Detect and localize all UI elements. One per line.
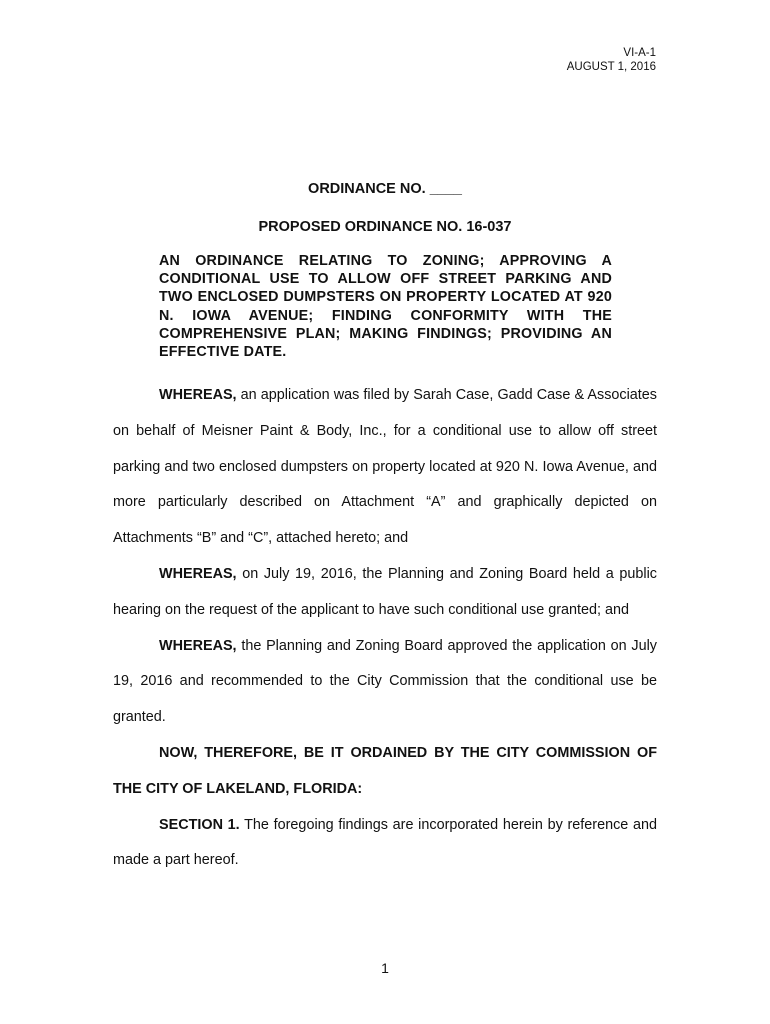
- whereas-paragraph-3: [113, 629, 657, 736]
- paragraph-lead: WHEREAS,: [159, 387, 237, 403]
- reference-date: AUGUST 1, 2016: [566, 61, 656, 73]
- paragraph-lead: SECTION 1.: [159, 816, 240, 833]
- document-reference: [567, 46, 656, 74]
- section-1-paragraph: [113, 808, 657, 880]
- paragraph-text: the Planning and Zoning Board approved the application on July 19, 2016 and recommended to the City Commission that the conditional use be granted.: [113, 637, 657, 726]
- paragraph-lead: NOW, THEREFORE, BE IT ORDAINED BY THE CITY COMMISSION OF THE CITY OF LAKELAND, FLORIDA:: [113, 744, 657, 797]
- ordaining-clause: [113, 736, 657, 808]
- paragraph-lead: WHEREAS,: [159, 637, 237, 654]
- paragraph-lead: WHEREAS,: [159, 565, 237, 582]
- reference-code: VI-A-1: [623, 47, 656, 59]
- paragraph-text: The foregoing findings are incorporated herein by reference and made a part hereof.: [113, 816, 658, 869]
- paragraph-text: on July 19, 2016, the Planning and Zoning Board held a public hearing on the request of the applicant to have such conditional use granted; and: [113, 565, 657, 618]
- ordinance-caption: AN ORDINANCE RELATING TO ZONING; APPROVING A CONDITIONAL USE TO ALLOW OFF STREET PARKING AND TWO ENCLOSED DUMPSTERS ON PROPERTY LOCATED AT 920 N. IOWA AVENUE; FINDING CONFORMITY WITH THE COMPREHENSIVE PLAN; MAKING FINDINGS; PROVIDING AN EFFECTIVE DATE.: [159, 253, 612, 361]
- paragraph-text: an application was filed by Sarah Case, Gadd Case & Associates on behalf of Meisner Paint & Body, Inc., for a conditional use to allow off street parking and two enclosed dumpsters on property located at 920 N. Iowa Avenue, and more particularly described on Attachment “A” and graphically depicted on Attachments “B” and “C”, attached hereto; and: [113, 387, 657, 547]
- page-number: 1: [381, 960, 389, 976]
- ordinance-body: [113, 378, 657, 879]
- whereas-paragraph-2: [113, 557, 657, 629]
- whereas-paragraph-1: [113, 378, 657, 557]
- proposed-ordinance-number: PROPOSED ORDINANCE NO. 16-037: [258, 219, 512, 235]
- ordinance-number: ORDINANCE NO. ____: [308, 181, 462, 197]
